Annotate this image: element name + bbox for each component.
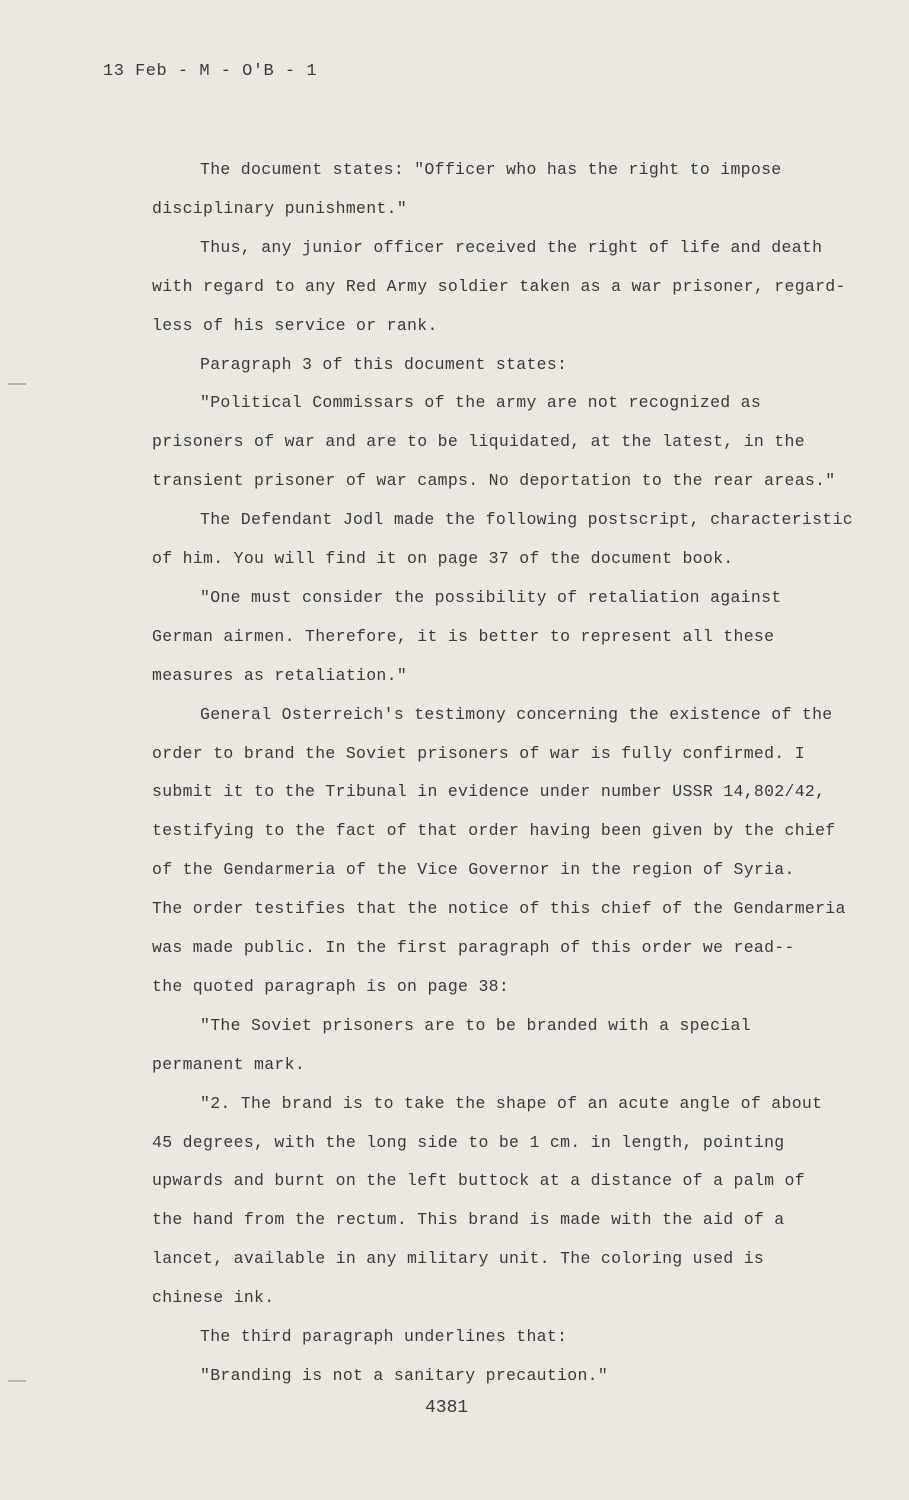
text-line: "Political Commissars of the army are not recognized as xyxy=(200,393,762,413)
text-line: submit it to the Tribunal in evidence under number USSR 14,802/42, xyxy=(152,782,826,802)
text-line: Paragraph 3 of this document states: xyxy=(200,354,568,374)
margin-mark xyxy=(8,1380,26,1382)
text-line: order to brand the Soviet prisoners of war is fully confirmed. I xyxy=(152,743,805,763)
text-line: The Defendant Jodl made the following postscript, characteristic xyxy=(200,510,853,530)
margin-mark xyxy=(8,383,26,385)
text-line: the hand from the rectum. This brand is made with the aid of a xyxy=(152,1210,785,1230)
text-line: of the Gendarmeria of the Vice Governor in the region of Syria. xyxy=(152,860,795,880)
text-line: with regard to any Red Army soldier taken as a war prisoner, regard- xyxy=(152,276,846,296)
text-line: was made public. In the first paragraph of this order we read-- xyxy=(152,938,795,957)
text-line: upwards and burnt on the left buttock at a distance of a palm of xyxy=(152,1171,805,1191)
text-line: The third paragraph underlines that: xyxy=(200,1327,568,1346)
text-line: "One must consider the possibility of retaliation against xyxy=(200,587,782,607)
text-line: General Osterreich's testimony concerning the existence of the xyxy=(200,704,833,724)
text-line: "2. The brand is to take the shape of an acute angle of about xyxy=(200,1093,823,1113)
page-header: 13 Feb - M - O'B - 1 xyxy=(103,62,318,81)
text-line: German airmen. Therefore, it is better to represent all these xyxy=(152,626,775,646)
text-line: "The Soviet prisoners are to be branded with a special xyxy=(200,1015,751,1035)
text-line: Thus, any junior officer received the right of life and death xyxy=(200,237,823,257)
text-line: chinese ink. xyxy=(152,1288,275,1308)
text-line: The document states: "Officer who has the right to impose xyxy=(200,160,782,179)
text-line: disciplinary punishment." xyxy=(152,198,408,218)
text-line: testifying to the fact of that order having been given by the chief xyxy=(152,821,836,841)
text-line: the quoted paragraph is on page 38: xyxy=(152,976,510,996)
text-line: 45 degrees, with the long side to be 1 cm. in length, pointing xyxy=(152,1132,785,1152)
text-line: prisoners of war and are to be liquidated, at the latest, in the xyxy=(152,432,805,452)
page-number: 4381 xyxy=(425,1398,469,1418)
text-line: permanent mark. xyxy=(152,1054,306,1074)
text-line: measures as retaliation." xyxy=(152,665,408,685)
text-line: The order testifies that the notice of this chief of the Gendarmeria xyxy=(152,899,846,919)
text-line: less of his service or rank. xyxy=(152,315,438,335)
text-line: "Branding is not a sanitary precaution." xyxy=(200,1365,609,1385)
text-line: lancet, available in any military unit. The coloring used is xyxy=(152,1249,765,1269)
text-line: of him. You will find it on page 37 of the document book. xyxy=(152,549,734,568)
text-line: transient prisoner of war camps. No deportation to the rear areas." xyxy=(152,471,836,491)
